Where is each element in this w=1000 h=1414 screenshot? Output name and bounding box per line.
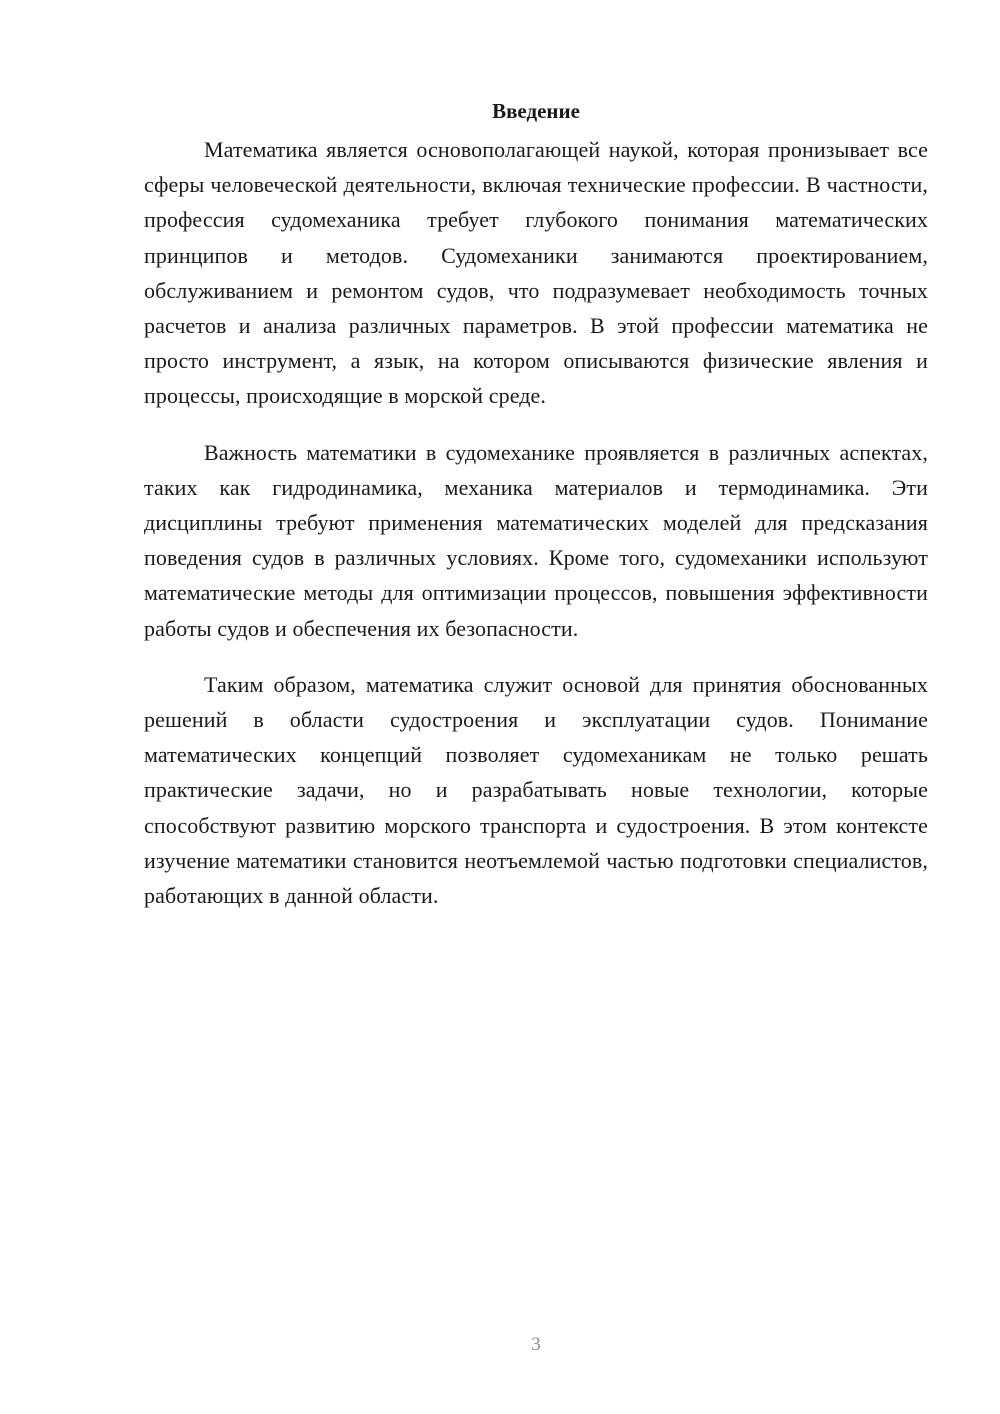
page-number: 3 (531, 1334, 541, 1355)
paragraph-2: Важность математики в судомеханике проявляется в различных аспектах, таких как гидродинамика, механика материалов и термодинамика. Эти дисциплины требуют применения математических моделей для предсказания поведения судов в различных условиях. Кроме того, судомеханики используют математические методы для оптимизации процессов, повышения эффективности работы судов и обеспечения их безопасности. (144, 439, 928, 641)
paragraph-1: Математика является основополагающей наукой, которая пронизывает все сферы человеческой деятельности, включая технические профессии. В частности, профессия судомеханика требует глубокого понимания математических принципов и методов. Судомеханики занимаются проектированием, обслуживанием и ремонтом судов, что подразумевает необходимость точных расчетов и анализа различных параметров. В этой профессии математика не просто инструмент, а язык, на котором описываются физические явления и процессы, происходящие в морской среде. (144, 137, 928, 409)
page-content (144, 96, 928, 934)
section-title: Введение (492, 99, 580, 123)
paragraph-3: Таким образом, математика служит основой для принятия обоснованных решений в области судостроения и эксплуатации судов. Понимание математических концепций позволяет судомеханикам не только решать практические задачи, но и разрабатывать новые технологии, которые способствуют развитию морского транспорта и судостроения. В этом контексте изучение математики становится неотъемлемой частью подготовки специалистов, работающих в данной области. (144, 671, 928, 909)
